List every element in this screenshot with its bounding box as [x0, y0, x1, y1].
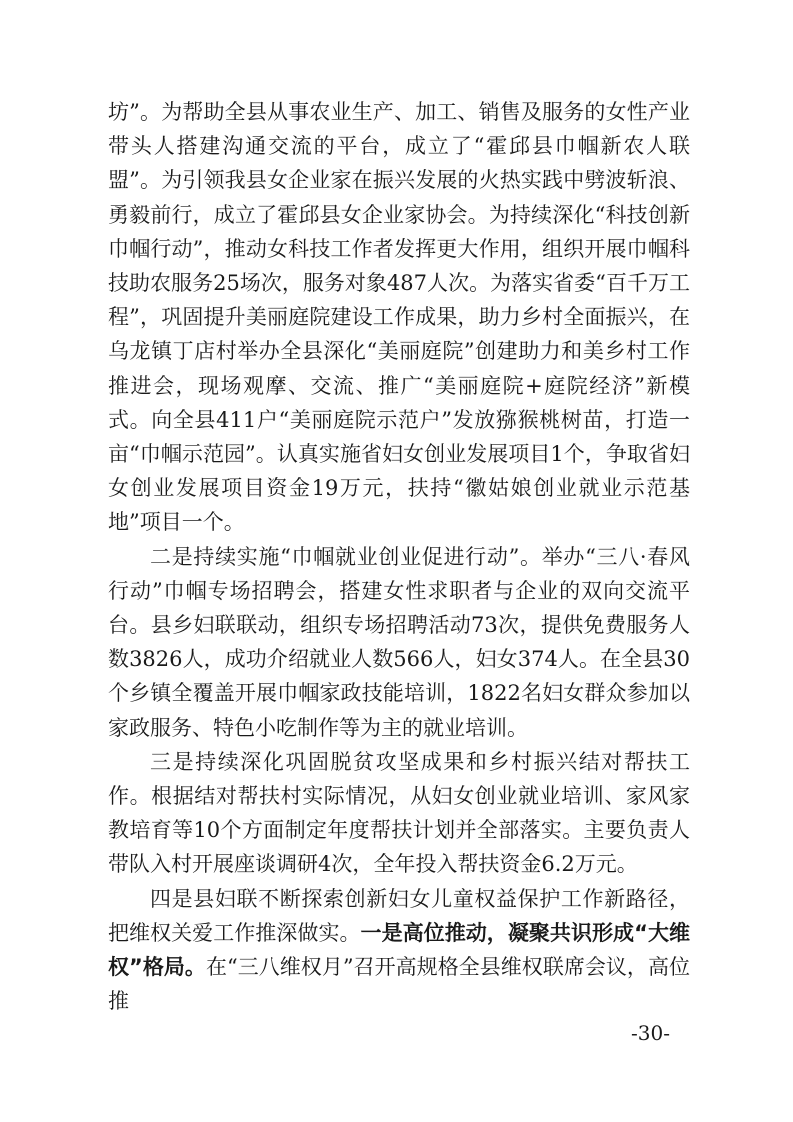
body-text — [108, 95, 690, 1018]
paragraph-rights-protection — [108, 882, 690, 1019]
paragraph-poverty-alleviation: 三是持续深化巩固脱贫攻坚成果和乡村振兴结对帮扶工作。根据结对帮扶村实际情况，从妇女创业就业培训、家风家教培育等10个方面制定年度帮扶计划并全部落实。主要负责人带队入村开展座谈调研4次，全年投入帮扶资金6.2万元。 — [108, 749, 690, 877]
paragraph-tail-text: 在“三八维权月”召开高规格全县维权联席会议，高位推 — [108, 955, 690, 1014]
paragraph-continuation: 坊”。为帮助全县从事农业生产、加工、销售及服务的女性产业带头人搭建沟通交流的平台，成立了“霍邱县巾帼新农人联盟”。为引领我县女企业家在振兴发展的火热实践中劈波斩浪、勇毅前行，成立了霍邱县女企业家协会。为持续深化“科技创新巾帼行动”，推动女科技工作者发挥更大作用，组织开展巾帼科技助农服务25场次，服务对象487人次。为落实省委“百千万工程”，巩固提升美丽庭院建设工作成果，助力乡村全面振兴，在乌龙镇丁店村举办全县深化“美丽庭院”创建助力和美乡村工作推进会，现场观摩、交流、推广“美丽庭院+庭院经济”新模式。向全县411户“美丽庭院示范户”发放猕猴桃树苗，打造一亩“巾帼示范园”。认真实施省妇女创业发展项目1个，争取省妇女创业发展项目资金19万元，扶持“徽姑娘创业就业示范基地”项目一个。 — [108, 100, 690, 535]
paragraph-lead-text: 四是县妇联不断探索创新妇女儿童权益保护工作新路径，把维权关爱工作推深做实。 — [108, 886, 690, 945]
paragraph-employment: 二是持续实施“巾帼就业创业促进行动”。举办“三八·春风行动”巾帼专场招聘会，搭建女性求职者与企业的双向交流平台。县乡妇联联动，组织专场招聘活动73次，提供免费服务人数3826人，成功介绍就业人数566人，妇女374人。在全县30个乡镇全覆盖开展巾帼家政技能培训，1822名妇女群众参加以家政服务、特色小吃制作等为主的就业培训。 — [108, 544, 690, 740]
bold-heading-text: 一是高位推动，凝聚共识形成“大维权”格局。 — [108, 920, 690, 980]
page-number: -30- — [631, 1021, 670, 1045]
